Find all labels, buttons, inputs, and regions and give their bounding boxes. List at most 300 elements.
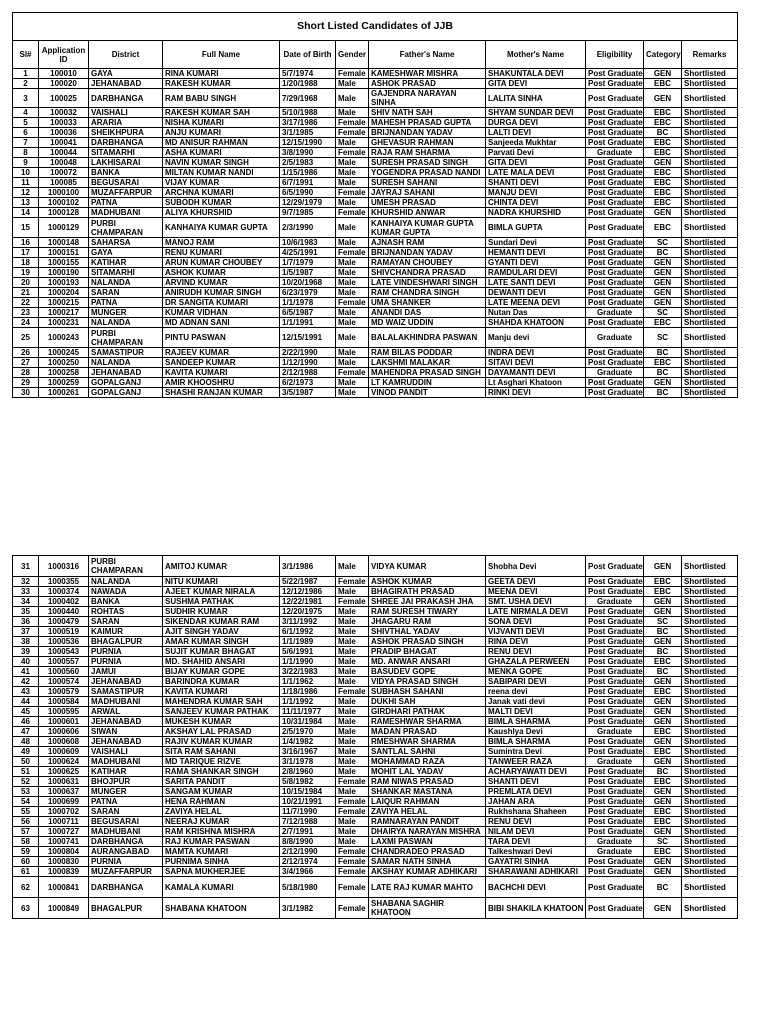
eligibility-cell: Post Graduate [586, 777, 644, 787]
sl-cell: 36 [13, 617, 39, 627]
full-name-cell: SANGAM KUMAR [163, 787, 280, 797]
gender-cell: Male [336, 707, 369, 717]
application-id-cell: 1000624 [39, 757, 89, 767]
eligibility-cell: Post Graduate [586, 607, 644, 617]
mother-name-cell: MENKA GOPE [486, 667, 586, 677]
full-name-cell: ASHOK KUMAR [163, 268, 280, 278]
remarks-cell: Shortlisted [682, 847, 738, 857]
gender-cell: Male [336, 318, 369, 328]
sl-cell: 8 [13, 148, 39, 158]
district-cell: JEHANABAD [89, 677, 163, 687]
application-id-cell: 100033 [39, 118, 89, 128]
father-name-cell: SAMAR NATH SINHA [369, 857, 486, 867]
application-id-cell: 1000100 [39, 188, 89, 198]
mother-name-cell: SHANTI DEVI [486, 777, 586, 787]
gender-cell: Male [336, 607, 369, 617]
eligibility-cell: Post Graduate [586, 697, 644, 707]
mother-name-cell: MALTI DEVI [486, 707, 586, 717]
gender-cell: Male [336, 168, 369, 178]
sl-cell: 58 [13, 837, 39, 847]
district-cell: NAWADA [89, 587, 163, 597]
table-row [13, 817, 738, 827]
eligibility-cell: Post Graduate [586, 248, 644, 258]
dob-cell: 12/15/1991 [280, 328, 336, 348]
dob-cell: 3/11/1992 [280, 617, 336, 627]
mother-name-cell: DAYAMANTI DEVI [486, 368, 586, 378]
district-cell: PURNIA [89, 857, 163, 867]
full-name-cell: SIKENDAR KUMAR RAM [163, 617, 280, 627]
sl-cell: 17 [13, 248, 39, 258]
full-name-cell: SUDHIR KUMAR [163, 607, 280, 617]
mother-name-cell: Sanjeeda Mukhtar [486, 138, 586, 148]
gender-cell: Male [336, 787, 369, 797]
sl-cell: 39 [13, 647, 39, 657]
district-cell: DARBHANGA [89, 837, 163, 847]
table-row [13, 168, 738, 178]
gender-cell: Male [336, 178, 369, 188]
full-name-cell: KANHAIYA KUMAR GUPTA [163, 218, 280, 238]
mother-name-cell: Parvati Devi [486, 148, 586, 158]
table-row [13, 797, 738, 807]
eligibility-cell: Post Graduate [586, 687, 644, 697]
application-id-cell: 1000839 [39, 867, 89, 877]
eligibility-cell: Post Graduate [586, 278, 644, 288]
sl-cell: 22 [13, 298, 39, 308]
gender-cell: Male [336, 89, 369, 108]
sl-cell: 40 [13, 657, 39, 667]
district-cell: GOPALGANJ [89, 378, 163, 388]
category-cell: GEN [644, 378, 682, 388]
full-name-cell: MD ANISUR RAHMAN [163, 138, 280, 148]
eligibility-cell: Post Graduate [586, 79, 644, 89]
application-id-cell: 1000606 [39, 727, 89, 737]
gender-cell: Female [336, 797, 369, 807]
sl-cell: 13 [13, 198, 39, 208]
father-name-cell: ASHOK KUMAR [369, 577, 486, 587]
district-cell: MADHUBANI [89, 697, 163, 707]
eligibility-cell: Post Graduate [586, 188, 644, 198]
category-cell: GEN [644, 827, 682, 837]
district-cell: VAISHALI [89, 747, 163, 757]
category-cell: BC [644, 767, 682, 777]
district-cell: JAMUI [89, 667, 163, 677]
full-name-cell: SANJEEV KUMAR PATHAK [163, 707, 280, 717]
gender-cell: Female [336, 867, 369, 877]
father-name-cell: BRIJNANDAN YADAV [369, 128, 486, 138]
sl-cell: 56 [13, 817, 39, 827]
eligibility-cell: Graduate [586, 597, 644, 607]
col-header-father-name: Father's Name [369, 41, 486, 69]
district-cell: BHAGALPUR [89, 898, 163, 919]
dob-cell: 2/12/1988 [280, 368, 336, 378]
sl-cell: 9 [13, 158, 39, 168]
sl-cell: 6 [13, 128, 39, 138]
eligibility-cell: Post Graduate [586, 118, 644, 128]
mother-name-cell: GYANTI DEVI [486, 258, 586, 268]
eligibility-cell: Graduate [586, 148, 644, 158]
dob-cell: 3/1/1978 [280, 757, 336, 767]
remarks-cell: Shortlisted [682, 837, 738, 847]
gender-cell: Male [336, 837, 369, 847]
application-id-cell: 100044 [39, 148, 89, 158]
eligibility-cell: Post Graduate [586, 378, 644, 388]
remarks-cell: Shortlisted [682, 827, 738, 837]
category-cell: GEN [644, 637, 682, 647]
mother-name-cell: Manju devi [486, 328, 586, 348]
remarks-cell: Shortlisted [682, 587, 738, 597]
eligibility-cell: Post Graduate [586, 797, 644, 807]
category-cell: GEN [644, 597, 682, 607]
full-name-cell: MD. SHAHID ANSARI [163, 657, 280, 667]
full-name-cell: NITU KUMARI [163, 577, 280, 587]
eligibility-cell: Post Graduate [586, 807, 644, 817]
father-name-cell: BRIJNANDAN YADAV [369, 248, 486, 258]
application-id-cell: 1000479 [39, 617, 89, 627]
mother-name-cell: LATE MEENA DEVI [486, 298, 586, 308]
mother-name-cell: INDRA DEVI [486, 348, 586, 358]
full-name-cell: RAJ KUMAR PASWAN [163, 837, 280, 847]
dob-cell: 6/1/1992 [280, 627, 336, 637]
father-name-cell: UMA SHANKER [369, 298, 486, 308]
gender-cell: Male [336, 308, 369, 318]
sl-cell: 61 [13, 867, 39, 877]
remarks-cell: Shortlisted [682, 697, 738, 707]
remarks-cell: Shortlisted [682, 188, 738, 198]
remarks-cell: Shortlisted [682, 258, 738, 268]
dob-cell: 6/2/1973 [280, 378, 336, 388]
father-name-cell: LAXMI PASWAN [369, 837, 486, 847]
category-cell: BC [644, 348, 682, 358]
father-name-cell: GAJENDRA NARAYAN SINHA [369, 89, 486, 108]
dob-cell: 1/7/1979 [280, 258, 336, 268]
dob-cell: 3/1/1985 [280, 128, 336, 138]
eligibility-cell: Post Graduate [586, 168, 644, 178]
application-id-cell: 100032 [39, 108, 89, 118]
table-row [13, 278, 738, 288]
full-name-cell: SARITA PANDIT [163, 777, 280, 787]
sl-cell: 46 [13, 717, 39, 727]
full-name-cell: HENA RAHMAN [163, 797, 280, 807]
dob-cell: 9/7/1985 [280, 208, 336, 218]
table-row [13, 268, 738, 278]
district-cell: DARBHANGA [89, 138, 163, 148]
district-cell: SITAMARHI [89, 148, 163, 158]
district-cell: AURANGABAD [89, 847, 163, 857]
father-name-cell: MD. ANWAR ANSARI [369, 657, 486, 667]
sl-cell: 59 [13, 847, 39, 857]
gender-cell: Male [336, 817, 369, 827]
table-row [13, 138, 738, 148]
dob-cell: 8/8/1990 [280, 837, 336, 847]
table-row [13, 288, 738, 298]
remarks-cell: Shortlisted [682, 308, 738, 318]
father-name-cell: YOGENDRA PRASAD NANDI [369, 168, 486, 178]
application-id-cell: 1000261 [39, 388, 89, 398]
full-name-cell: KAVITA KUMARI [163, 687, 280, 697]
remarks-cell: Shortlisted [682, 777, 738, 787]
full-name-cell: ANIRUDH KUMAR SINGH [163, 288, 280, 298]
father-name-cell: AKSHAY KUMAR ADHIKARI [369, 867, 486, 877]
full-name-cell: AKSHAY LAL PRASAD [163, 727, 280, 737]
dob-cell: 12/22/1981 [280, 597, 336, 607]
eligibility-cell: Post Graduate [586, 627, 644, 637]
remarks-cell: Shortlisted [682, 378, 738, 388]
category-cell: SC [644, 308, 682, 318]
gender-cell: Male [336, 637, 369, 647]
district-cell: MUZAFFARPUR [89, 867, 163, 877]
remarks-cell: Shortlisted [682, 737, 738, 747]
gender-cell: Male [336, 587, 369, 597]
mother-name-cell: MANJU DEVI [486, 188, 586, 198]
category-cell: EBC [644, 188, 682, 198]
table-title: Short Listed Candidates of JJB [13, 13, 738, 41]
dob-cell: 1/1/1991 [280, 318, 336, 328]
category-cell: EBC [644, 148, 682, 158]
table-row [13, 108, 738, 118]
sl-cell: 55 [13, 807, 39, 817]
dob-cell: 6/23/1979 [280, 288, 336, 298]
mother-name-cell: RINKI DEVI [486, 388, 586, 398]
sl-cell: 30 [13, 388, 39, 398]
full-name-cell: ANJU KUMARI [163, 128, 280, 138]
eligibility-cell: Post Graduate [586, 667, 644, 677]
category-cell: EBC [644, 318, 682, 328]
application-id-cell: 1000440 [39, 607, 89, 617]
remarks-cell: Shortlisted [682, 348, 738, 358]
remarks-cell: Shortlisted [682, 288, 738, 298]
district-cell: VAISHALI [89, 108, 163, 118]
district-cell: SAHARSA [89, 238, 163, 248]
dob-cell: 7/12/1988 [280, 817, 336, 827]
dob-cell: 10/15/1984 [280, 787, 336, 797]
sl-cell: 5 [13, 118, 39, 128]
mother-name-cell: SHANTI DEVI [486, 178, 586, 188]
table-row [13, 198, 738, 208]
full-name-cell: NAVIN KUMAR SINGH [163, 158, 280, 168]
mother-name-cell: Kaushlya Devi [486, 727, 586, 737]
full-name-cell: MAHENDRA KUMAR SAH [163, 697, 280, 707]
remarks-cell: Shortlisted [682, 178, 738, 188]
remarks-cell: Shortlisted [682, 797, 738, 807]
gender-cell: Male [336, 657, 369, 667]
table-row [13, 647, 738, 657]
category-cell: EBC [644, 747, 682, 757]
dob-cell: 2/7/1991 [280, 827, 336, 837]
sl-cell: 29 [13, 378, 39, 388]
district-cell: PURNIA [89, 657, 163, 667]
gender-cell: Male [336, 647, 369, 657]
dob-cell: 10/20/1968 [280, 278, 336, 288]
mother-name-cell: LALITA SINHA [486, 89, 586, 108]
sl-cell: 32 [13, 577, 39, 587]
father-name-cell: BHAGIRATH PRASAD [369, 587, 486, 597]
full-name-cell: ALIYA KHURSHID [163, 208, 280, 218]
table-row [13, 118, 738, 128]
category-cell: EBC [644, 657, 682, 667]
application-id-cell: 1000601 [39, 717, 89, 727]
eligibility-cell: Post Graduate [586, 577, 644, 587]
sl-cell: 43 [13, 687, 39, 697]
table-row [13, 556, 738, 577]
father-name-cell: SANTLAL SAHNI [369, 747, 486, 757]
mother-name-cell: NADRA KHURSHID [486, 208, 586, 218]
table-row [13, 737, 738, 747]
full-name-cell: MD TARIQUE RIZVE [163, 757, 280, 767]
father-name-cell: RAM BILAS PODDAR [369, 348, 486, 358]
sl-cell: 15 [13, 218, 39, 238]
remarks-cell: Shortlisted [682, 108, 738, 118]
application-id-cell: 1000215 [39, 298, 89, 308]
district-cell: MUNGER [89, 787, 163, 797]
category-cell: GEN [644, 787, 682, 797]
eligibility-cell: Post Graduate [586, 817, 644, 827]
full-name-cell: RAJEEV KUMAR [163, 348, 280, 358]
table-row [13, 238, 738, 248]
sl-cell: 60 [13, 857, 39, 867]
eligibility-cell: Post Graduate [586, 657, 644, 667]
mother-name-cell: VIJVANTI DEVI [486, 627, 586, 637]
eligibility-cell: Post Graduate [586, 877, 644, 898]
mother-name-cell: GHAZALA PERWEEN [486, 657, 586, 667]
remarks-cell: Shortlisted [682, 727, 738, 737]
father-name-cell: ASHOK PRASAD [369, 79, 486, 89]
dob-cell: 11/7/1990 [280, 807, 336, 817]
father-name-cell: ZAVIYA HELAL [369, 807, 486, 817]
category-cell: GEN [644, 607, 682, 617]
gender-cell: Female [336, 597, 369, 607]
district-cell: MADHUBANI [89, 208, 163, 218]
eligibility-cell: Post Graduate [586, 737, 644, 747]
eligibility-cell: Graduate [586, 837, 644, 847]
sl-cell: 3 [13, 89, 39, 108]
table-row [13, 388, 738, 398]
application-id-cell: 1000849 [39, 898, 89, 919]
category-cell: EBC [644, 168, 682, 178]
mother-name-cell: RENU DEVI [486, 647, 586, 657]
mother-name-cell: TANWEER RAZA [486, 757, 586, 767]
district-cell: NALANDA [89, 318, 163, 328]
category-cell: GEN [644, 898, 682, 919]
gender-cell: Female [336, 577, 369, 587]
gender-cell: Male [336, 138, 369, 148]
mother-name-cell: Janak vati devi [486, 697, 586, 707]
category-cell: EBC [644, 847, 682, 857]
sl-cell: 54 [13, 797, 39, 807]
gender-cell: Male [336, 378, 369, 388]
table-row [13, 607, 738, 617]
table-row [13, 837, 738, 847]
eligibility-cell: Post Graduate [586, 867, 644, 877]
sl-cell: 31 [13, 556, 39, 577]
eligibility-cell: Post Graduate [586, 258, 644, 268]
application-id-cell: 1000625 [39, 767, 89, 777]
father-name-cell: KAMESHWAR MISHRA [369, 69, 486, 79]
remarks-cell: Shortlisted [682, 767, 738, 777]
gender-cell: Male [336, 198, 369, 208]
full-name-cell: RAM BABU SINGH [163, 89, 280, 108]
gender-cell: Male [336, 757, 369, 767]
remarks-cell: Shortlisted [682, 787, 738, 797]
category-cell: BC [644, 627, 682, 637]
category-cell: GEN [644, 258, 682, 268]
dob-cell: 1/18/1986 [280, 687, 336, 697]
gender-cell: Female [336, 188, 369, 198]
eligibility-cell: Post Graduate [586, 318, 644, 328]
district-cell: PURBI CHAMPARAN [89, 218, 163, 238]
dob-cell: 5/22/1987 [280, 577, 336, 587]
table-row [13, 857, 738, 867]
full-name-cell: ASHA KUMARI [163, 148, 280, 158]
full-name-cell: NEERAJ KUMAR [163, 817, 280, 827]
dob-cell: 5/10/1988 [280, 108, 336, 118]
father-name-cell: RAMESHWAR SHARMA [369, 717, 486, 727]
category-cell: GEN [644, 69, 682, 79]
dob-cell: 5/6/1991 [280, 647, 336, 657]
col-header-category: Category [644, 41, 682, 69]
district-cell: BEGUSARAI [89, 817, 163, 827]
table-row [13, 368, 738, 378]
dob-cell: 3/8/1990 [280, 148, 336, 158]
application-id-cell: 1000727 [39, 827, 89, 837]
dob-cell: 3/22/1983 [280, 667, 336, 677]
full-name-cell: ARUN KUMAR CHOUBEY [163, 258, 280, 268]
sl-cell: 26 [13, 348, 39, 358]
eligibility-cell: Post Graduate [586, 827, 644, 837]
remarks-cell: Shortlisted [682, 607, 738, 617]
category-cell: GEN [644, 757, 682, 767]
sl-cell: 19 [13, 268, 39, 278]
gender-cell: Male [336, 358, 369, 368]
gender-cell: Female [336, 248, 369, 258]
mother-name-cell: JAHAN ARA [486, 797, 586, 807]
remarks-cell: Shortlisted [682, 817, 738, 827]
sl-cell: 2 [13, 79, 39, 89]
category-cell: EBC [644, 587, 682, 597]
table-row [13, 898, 738, 919]
application-id-cell: 1000151 [39, 248, 89, 258]
remarks-cell: Shortlisted [682, 298, 738, 308]
category-cell: GEN [644, 737, 682, 747]
sl-cell: 57 [13, 827, 39, 837]
remarks-cell: Shortlisted [682, 388, 738, 398]
table-row [13, 158, 738, 168]
father-name-cell: RAM SURESH TIWARY [369, 607, 486, 617]
eligibility-cell: Post Graduate [586, 268, 644, 278]
mother-name-cell: SMT. USHA DEVI [486, 597, 586, 607]
eligibility-cell: Post Graduate [586, 89, 644, 108]
district-cell: ROHTAS [89, 607, 163, 617]
full-name-cell: SUJIT KUMAR BHAGAT [163, 647, 280, 657]
category-cell: EBC [644, 577, 682, 587]
eligibility-cell: Post Graduate [586, 218, 644, 238]
application-id-cell: 1000258 [39, 368, 89, 378]
dob-cell: 11/11/1977 [280, 707, 336, 717]
col-header-application-id: Application ID [39, 41, 89, 69]
gender-cell: Female [336, 69, 369, 79]
gender-cell: Male [336, 218, 369, 238]
gender-cell: Male [336, 348, 369, 358]
category-cell: GEN [644, 797, 682, 807]
father-name-cell: SURESH SAHANI [369, 178, 486, 188]
dob-cell: 7/29/1968 [280, 89, 336, 108]
father-name-cell: PRADIP BHAGAT [369, 647, 486, 657]
full-name-cell: SANDEEP KUMAR [163, 358, 280, 368]
remarks-cell: Shortlisted [682, 148, 738, 158]
father-name-cell: DHAIRYA NARAYAN MISHRA [369, 827, 486, 837]
mother-name-cell: DEWANTI DEVI [486, 288, 586, 298]
eligibility-cell: Post Graduate [586, 348, 644, 358]
remarks-cell: Shortlisted [682, 128, 738, 138]
